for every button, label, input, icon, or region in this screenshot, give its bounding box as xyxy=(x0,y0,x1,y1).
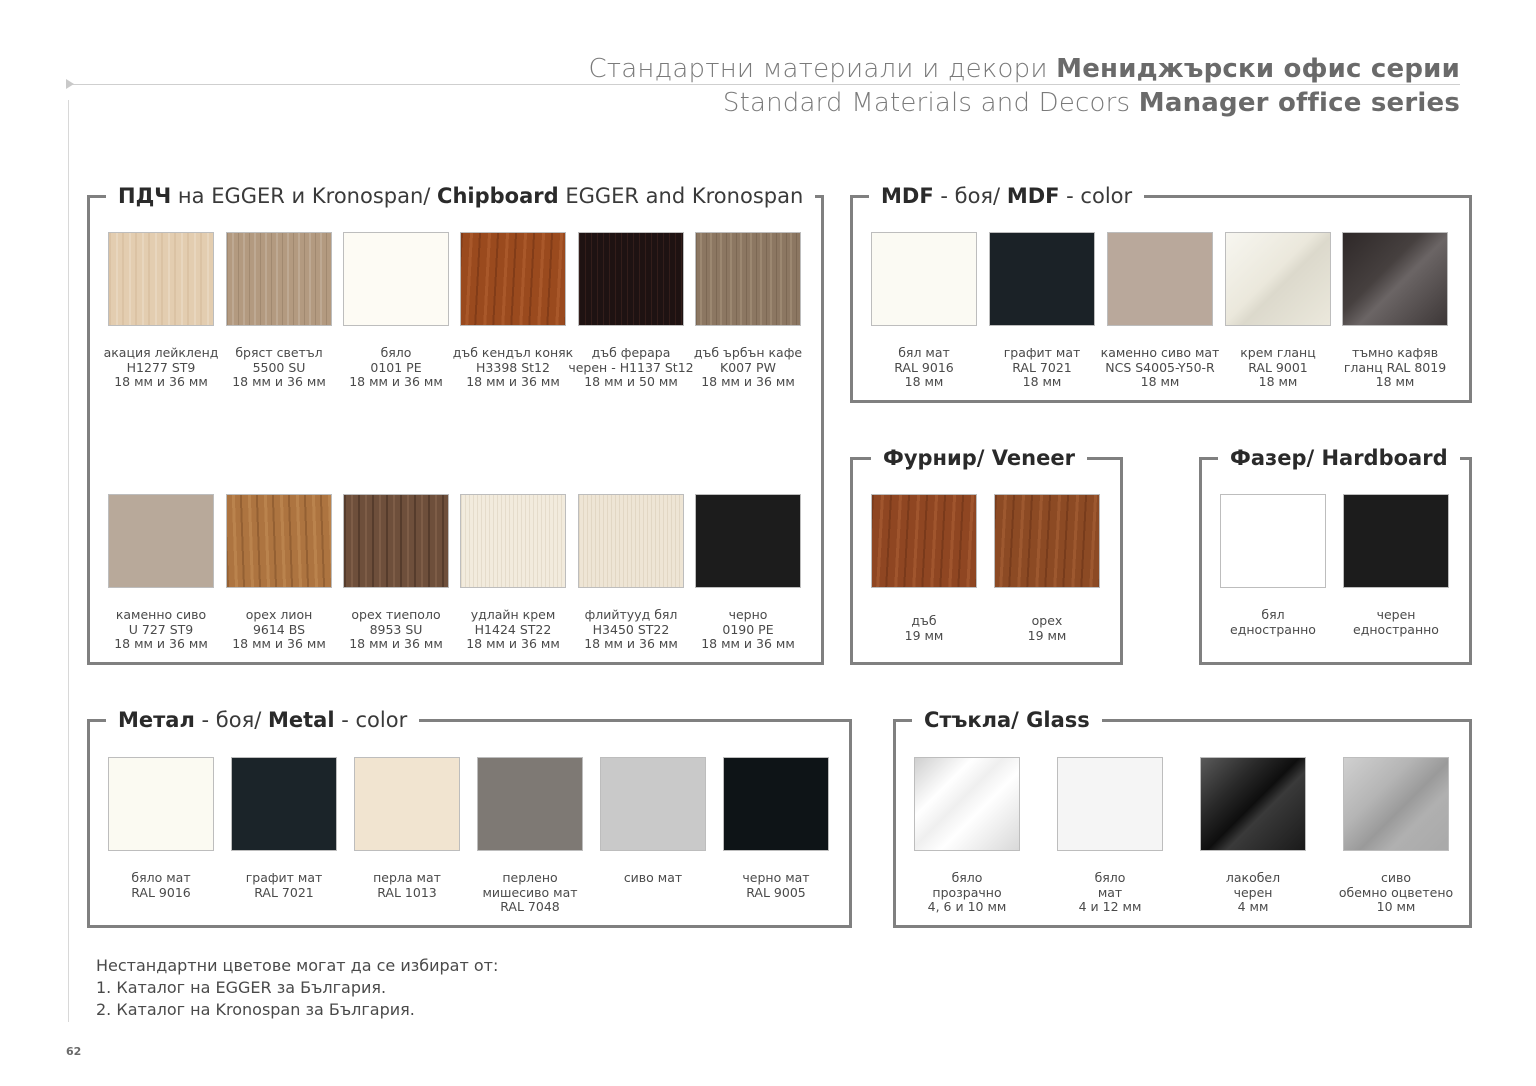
caption-line: бяло xyxy=(1094,870,1126,885)
chipboard-swatch xyxy=(695,494,801,588)
caption-line: RAL 7048 xyxy=(500,899,560,914)
footer-line-1: Нестандартни цветове могат да се избират от: xyxy=(96,956,499,975)
caption-line: орех xyxy=(1031,613,1063,628)
caption-line: 10 мм xyxy=(1376,899,1416,914)
caption-line: H3398 St12 xyxy=(476,359,550,375)
mdf-swatch xyxy=(989,232,1095,326)
caption-line: графит мат xyxy=(245,870,323,885)
metal-swatch-caption xyxy=(465,871,595,915)
caption-line: мат xyxy=(1097,884,1123,900)
caption-line: 18 мм и 36 мм xyxy=(701,636,795,651)
hardboard-swatch xyxy=(1343,494,1449,588)
mdf-title xyxy=(869,180,1144,212)
caption-line: RAL 9005 xyxy=(746,884,806,900)
chipboard-title-light-bg: на EGGER и Kronospan/ xyxy=(171,184,438,208)
footer-line-2: 1. Каталог на EGGER за България. xyxy=(96,978,387,997)
veneer-swatch-caption xyxy=(859,614,989,643)
metal-swatch xyxy=(477,757,583,851)
caption-line: 9614 BS xyxy=(252,621,306,637)
caption-line: прозрачно xyxy=(932,884,1002,900)
caption-line: 0101 PE xyxy=(370,359,422,375)
mdf-swatch-caption xyxy=(1095,346,1225,390)
caption-line: 18 мм xyxy=(1022,374,1062,389)
caption-line: 18 мм xyxy=(904,374,944,389)
chipboard-title-light-en: EGGER and Kronospan xyxy=(558,184,804,208)
glass-swatch-caption xyxy=(1331,871,1461,915)
page-header xyxy=(588,52,1460,120)
chipboard-swatch-caption xyxy=(448,346,578,390)
caption-line: 19 мм xyxy=(904,627,944,643)
header-en-bold: Manager office series xyxy=(1138,88,1460,118)
chipboard-swatch xyxy=(226,232,332,326)
caption-line: 18 мм и 36 мм xyxy=(584,636,678,651)
caption-line: лакобел xyxy=(1225,870,1281,885)
mdf-swatch xyxy=(1342,232,1448,326)
metal-section xyxy=(87,708,852,928)
caption-line: черно мат xyxy=(742,870,810,885)
metal-title-light-bg: - боя/ xyxy=(194,708,268,732)
footer-note xyxy=(96,955,498,1021)
caption-line: RAL 7021 xyxy=(254,884,314,900)
caption-line: 18 мм xyxy=(1258,374,1298,389)
chipboard-swatch xyxy=(108,232,214,326)
caption-line: графит мат xyxy=(1003,345,1081,360)
caption-line: удлайн крем xyxy=(470,607,556,622)
chipboard-swatch xyxy=(578,494,684,588)
side-rule xyxy=(68,100,69,1022)
metal-swatch xyxy=(600,757,706,851)
glass-swatch xyxy=(914,757,1020,851)
caption-line: дъб кендъл коняк xyxy=(452,345,574,360)
veneer-swatch xyxy=(994,494,1100,588)
caption-line: 18 мм и 36 мм xyxy=(466,374,560,389)
chipboard-swatch xyxy=(226,494,332,588)
metal-swatch-caption xyxy=(342,871,472,900)
caption-line: 18 мм и 50 мм xyxy=(584,374,678,389)
caption-line: 5500 SU xyxy=(252,359,306,375)
caption-line: едностранно xyxy=(1230,621,1316,637)
caption-line: черен xyxy=(1233,884,1273,900)
chipboard-swatch-caption xyxy=(566,608,696,652)
chipboard-title xyxy=(106,180,815,212)
chipboard-swatch-caption xyxy=(96,346,226,390)
caption-line: RAL 9001 xyxy=(1248,359,1308,375)
caption-line: 18 мм и 36 мм xyxy=(349,636,443,651)
caption-line: 18 мм и 36 мм xyxy=(466,636,560,651)
caption-line: перла мат xyxy=(373,870,441,885)
hardboard-title-text: Фазер/ Hardboard xyxy=(1230,446,1448,470)
header-line-bg xyxy=(588,52,1460,86)
metal-swatch xyxy=(354,757,460,851)
caption-line: 18 мм xyxy=(1140,374,1180,389)
mdf-swatch-caption xyxy=(977,346,1107,390)
glass-swatch-caption xyxy=(1045,871,1175,915)
chipboard-title-bold-bg: ПДЧ xyxy=(118,184,172,208)
caption-line: RAL 9016 xyxy=(131,884,191,900)
caption-line: H3450 ST22 xyxy=(592,621,670,637)
caption-line: бял мат xyxy=(898,345,950,360)
footer-line-3: 2. Каталог на Kronospan за България. xyxy=(96,1000,415,1019)
caption-line: бяло xyxy=(951,870,983,885)
caption-line: сиво xyxy=(1380,870,1411,885)
header-line-en xyxy=(588,86,1460,120)
caption-line: акация лейкленд xyxy=(103,345,219,360)
mdf-swatch-caption xyxy=(1330,346,1460,390)
glass-swatch xyxy=(1343,757,1449,851)
hardboard-title xyxy=(1218,442,1460,474)
metal-swatch xyxy=(231,757,337,851)
caption-line: каменно сиво xyxy=(115,607,207,622)
hardboard-section xyxy=(1199,446,1472,665)
chipboard-swatch xyxy=(343,494,449,588)
mdf-swatch xyxy=(1225,232,1331,326)
caption-line: 18 мм xyxy=(1375,374,1415,389)
veneer-title-text: Фурнир/ Veneer xyxy=(883,446,1075,470)
mdf-swatch-caption xyxy=(1213,346,1343,390)
chipboard-swatch-caption xyxy=(448,608,578,652)
metal-title-bold-bg: Метал xyxy=(118,708,195,732)
chipboard-swatch-caption xyxy=(683,608,813,652)
chipboard-swatch xyxy=(343,232,449,326)
metal-swatch-caption xyxy=(711,871,841,900)
caption-line: RAL 1013 xyxy=(377,884,437,900)
caption-line: 18 мм и 36 мм xyxy=(701,374,795,389)
chipboard-swatch-caption xyxy=(683,346,813,390)
caption-line: бряст светъл xyxy=(235,345,323,360)
glass-title xyxy=(912,704,1102,736)
caption-line: 19 мм xyxy=(1027,627,1067,643)
caption-line: гланц RAL 8019 xyxy=(1343,359,1447,375)
mdf-section xyxy=(850,184,1472,403)
caption-line: крем гланц xyxy=(1240,345,1316,360)
caption-line: RAL 9016 xyxy=(894,359,954,375)
caption-line: черен - H1137 St12 xyxy=(568,359,694,375)
metal-title xyxy=(106,704,419,736)
chipboard-swatch-caption xyxy=(214,346,344,390)
caption-line: черно xyxy=(728,607,768,622)
chipboard-section xyxy=(87,184,824,665)
chipboard-swatch xyxy=(460,494,566,588)
chipboard-swatch-caption xyxy=(331,608,461,652)
glass-section xyxy=(893,708,1472,928)
caption-line: орех лион xyxy=(245,607,313,622)
glass-swatch xyxy=(1200,757,1306,851)
caption-line: тъмно кафяв xyxy=(1351,345,1439,360)
caption-line: U 727 ST9 xyxy=(128,621,194,637)
mdf-title-bold-en: MDF xyxy=(1006,184,1060,208)
hardboard-swatch-caption xyxy=(1331,608,1461,637)
veneer-swatch-caption xyxy=(982,614,1112,643)
glass-swatch-caption xyxy=(1188,871,1318,915)
caption-line: NCS S4005-Y50-R xyxy=(1105,359,1215,375)
caption-line: дъб ърбън кафе xyxy=(693,345,803,360)
caption-line: 4, 6 и 10 мм xyxy=(927,899,1007,914)
mdf-title-bold-bg: MDF xyxy=(881,184,934,208)
caption-line: черен xyxy=(1376,607,1416,622)
mdf-title-light-en: - color xyxy=(1059,184,1133,208)
metal-swatch-caption xyxy=(96,871,226,900)
caption-line: 18 мм и 36 мм xyxy=(349,374,443,389)
glass-swatch-caption xyxy=(902,871,1032,915)
header-en-light: Standard Materials and Decors xyxy=(722,88,1139,118)
caption-line: 18 мм и 36 мм xyxy=(114,636,208,651)
glass-swatch xyxy=(1057,757,1163,851)
metal-swatch xyxy=(723,757,829,851)
caption-line: флийтууд бял xyxy=(584,607,678,622)
mdf-swatch xyxy=(871,232,977,326)
caption-line: H1277 ST9 xyxy=(126,359,196,375)
chipboard-swatch-caption xyxy=(331,346,461,390)
metal-swatch-caption xyxy=(219,871,349,900)
caption-line: K007 PW xyxy=(720,359,776,375)
caption-line: дъб xyxy=(911,613,937,628)
metal-swatch-caption xyxy=(588,871,718,886)
header-bg-bold: Мениджърски офис серии xyxy=(1056,54,1460,84)
chipboard-swatch-caption xyxy=(96,608,226,652)
caption-line: 0190 PE xyxy=(722,621,774,637)
caption-line: орех тиеполо xyxy=(351,607,441,622)
caption-line: обемно оцветено xyxy=(1338,884,1454,900)
caption-line: мишесиво мат xyxy=(482,884,578,900)
page-number: 62 xyxy=(66,1045,82,1058)
veneer-swatch xyxy=(871,494,977,588)
caption-line: бяло мат xyxy=(131,870,191,885)
caption-line: 4 мм xyxy=(1237,899,1269,914)
chipboard-swatch-caption xyxy=(214,608,344,652)
chipboard-swatch-caption xyxy=(566,346,696,390)
metal-title-light-en: - color xyxy=(334,708,408,732)
chipboard-swatch xyxy=(460,232,566,326)
hardboard-swatch-caption xyxy=(1208,608,1338,637)
veneer-section xyxy=(850,446,1123,665)
header-rule-arrow xyxy=(66,79,74,89)
metal-swatch xyxy=(108,757,214,851)
caption-line: дъб ферара xyxy=(591,345,671,360)
caption-line: RAL 7021 xyxy=(1012,359,1072,375)
metal-title-bold-en: Metal xyxy=(268,708,335,732)
chipboard-swatch xyxy=(695,232,801,326)
hardboard-swatch xyxy=(1220,494,1326,588)
caption-line: 18 мм и 36 мм xyxy=(114,374,208,389)
veneer-title xyxy=(871,442,1087,474)
caption-line: 18 мм и 36 мм xyxy=(232,636,326,651)
mdf-title-light-bg: - боя/ xyxy=(933,184,1007,208)
caption-line: 18 мм и 36 мм xyxy=(232,374,326,389)
caption-line: H1424 ST22 xyxy=(474,621,552,637)
caption-line: сиво мат xyxy=(623,870,683,885)
caption-line: бяло xyxy=(380,345,412,360)
caption-line: каменно сиво мат xyxy=(1100,345,1220,360)
caption-line: бял xyxy=(1261,607,1285,622)
mdf-swatch-caption xyxy=(859,346,989,390)
caption-line: 8953 SU xyxy=(369,621,423,637)
chipboard-swatch xyxy=(578,232,684,326)
glass-title-text: Стъкла/ Glass xyxy=(924,708,1090,732)
mdf-swatch xyxy=(1107,232,1213,326)
chipboard-swatch xyxy=(108,494,214,588)
caption-line: перлено xyxy=(502,870,558,885)
chipboard-title-bold-en: Chipboard xyxy=(437,184,559,208)
header-bg-light: Стандартни материали и декори xyxy=(588,54,1057,84)
caption-line: едностранно xyxy=(1353,621,1439,637)
caption-line: 4 и 12 мм xyxy=(1078,899,1142,914)
